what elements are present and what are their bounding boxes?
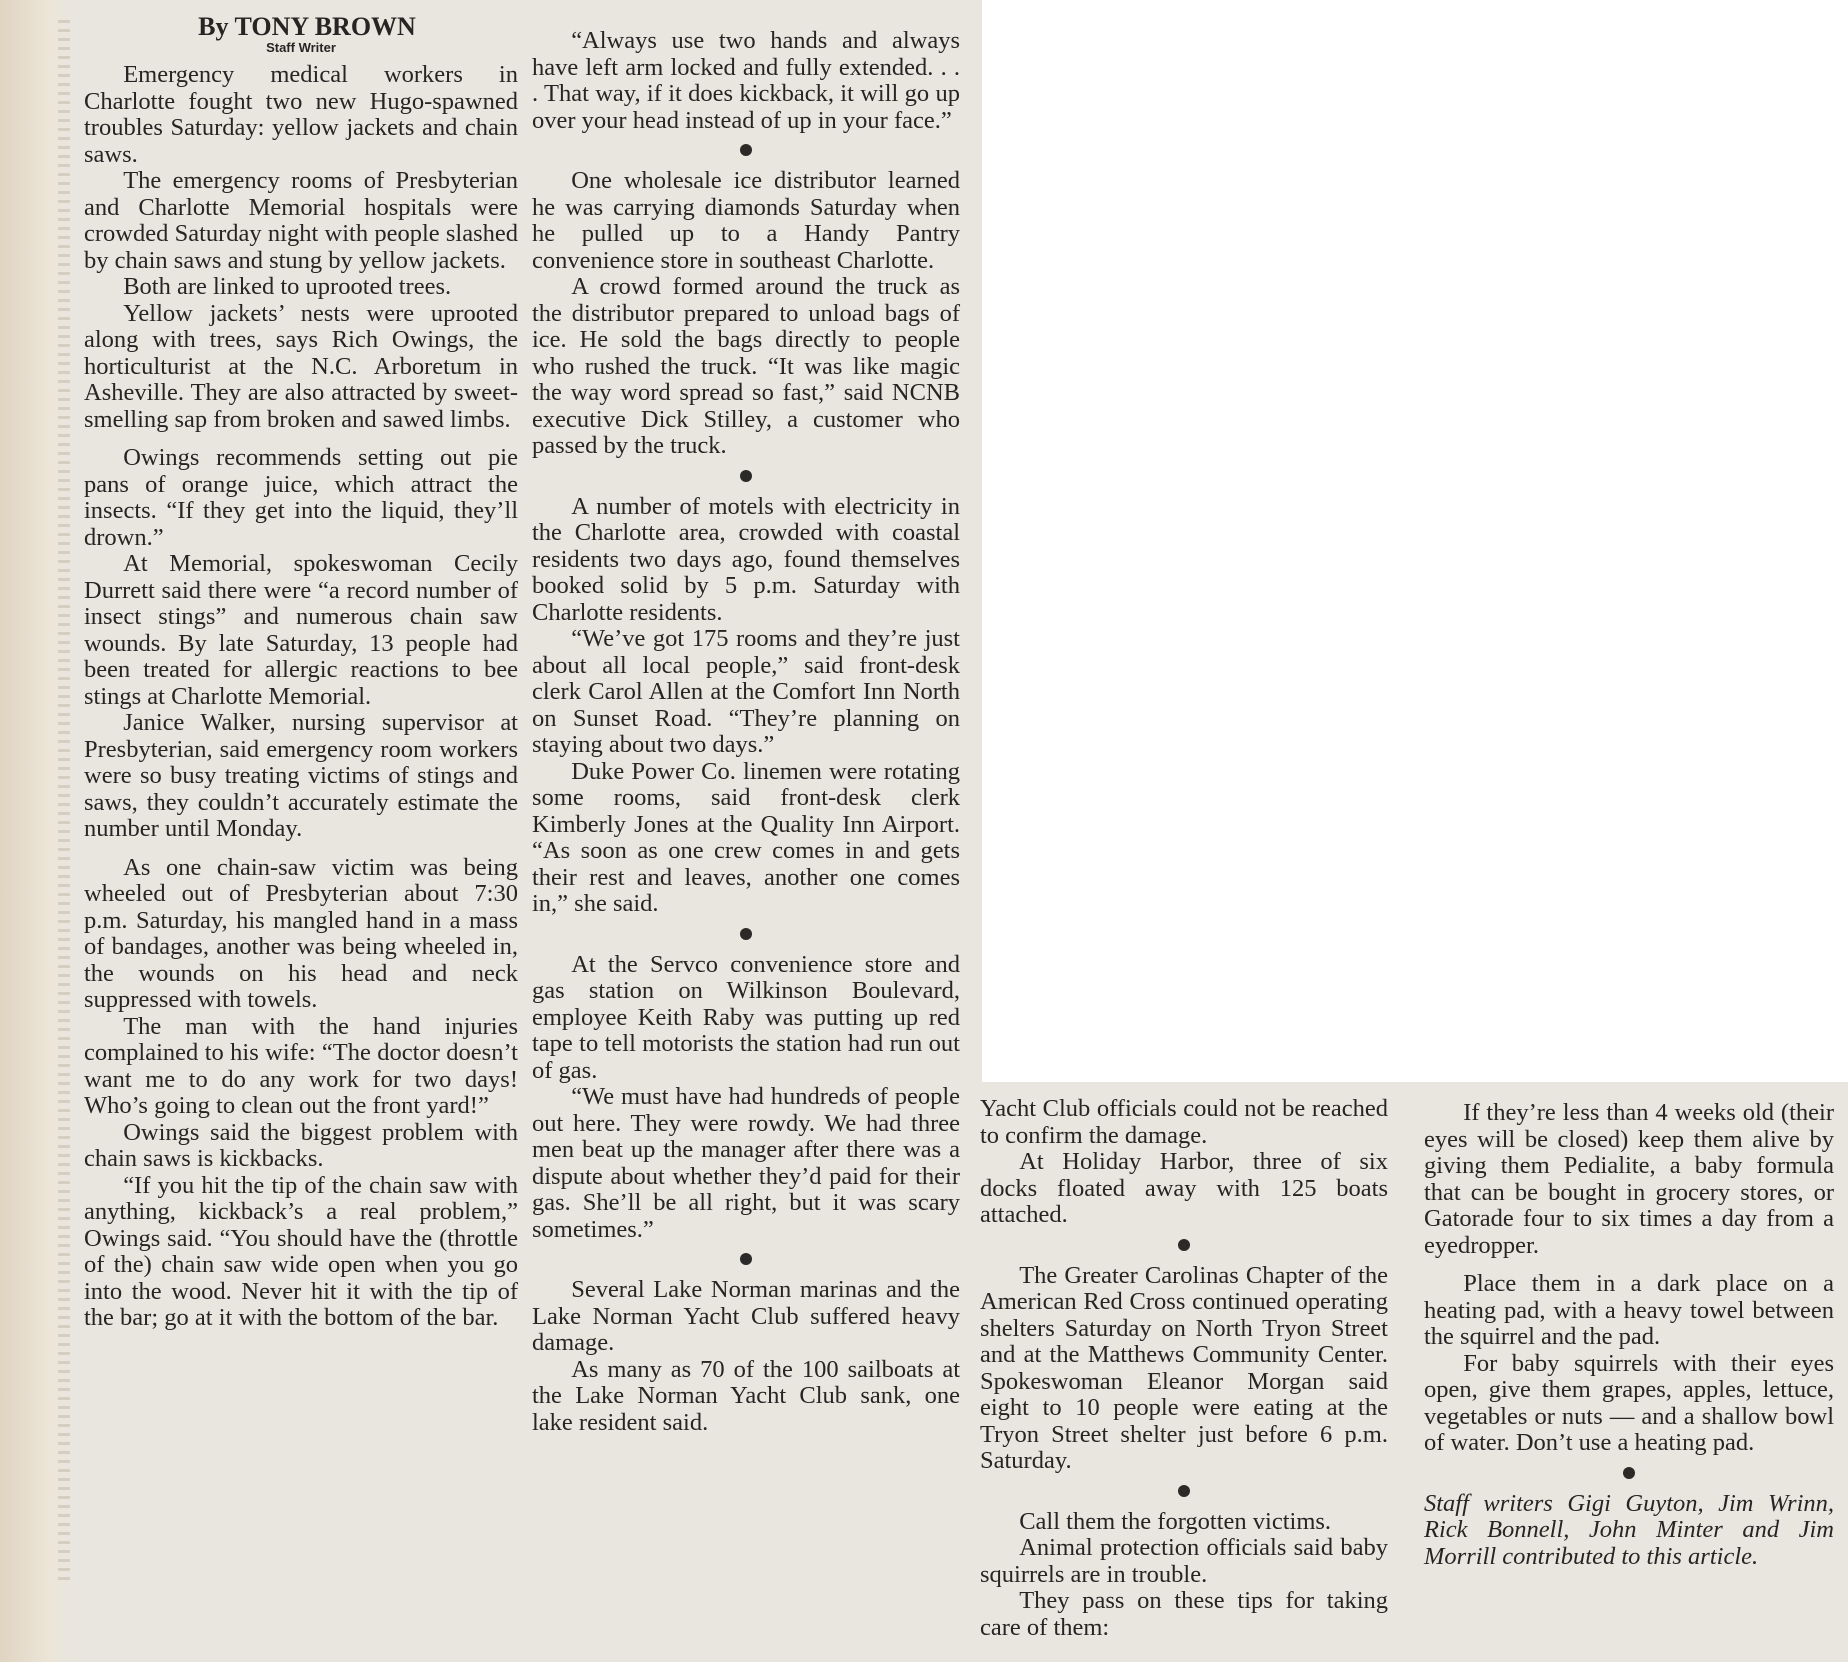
paragraph: “If you hit the tip of the chain saw with anything, kickback’s a real problem,” Owings said. “You should have the (throttle of the) chain saw wide open when you go into the wood. Never hit it with the tip of the bar; go at it with the bottom of the bar.	[84, 1171, 518, 1331]
section-bullet	[1178, 1239, 1190, 1251]
paragraph: Owings recommends setting out pie pans of orange juice, which attract the insects. “If they get into the liquid, they’ll drown.”	[84, 444, 518, 551]
byline-role: Staff Writer	[266, 40, 336, 55]
paragraph: At the Servco convenience store and gas station on Wilkinson Boulevard, employee Keith Raby was putting up red tape to tell motorists the station had run out of gas.	[532, 950, 960, 1084]
paragraph: Several Lake Norman marinas and the Lake Norman Yacht Club suffered heavy damage.	[532, 1276, 960, 1356]
paragraph: A number of motels with electricity in the Charlotte area, crowded with coastal residents two days ago, found themselves booked solid by 5 p.m. Saturday with Charlotte residents.	[532, 492, 960, 626]
article-column-1	[84, 14, 518, 1332]
section-bullet	[1178, 1485, 1190, 1497]
paragraph: Animal protection officials said baby squirrels are in trouble.	[980, 1534, 1388, 1588]
paper-perforation	[58, 20, 70, 1580]
paragraph: Call them the forgotten victims.	[1019, 1507, 1332, 1535]
blank-area	[982, 0, 1848, 1082]
paragraph: At Holiday Harbor, three of six docks floated away with 125 boats attached.	[980, 1148, 1388, 1228]
article-column-4	[1424, 1100, 1834, 1570]
paragraph: Janice Walker, nursing supervisor at Presbyterian, said emergency room workers were so busy treating victims of stings and saws, they couldn’t accurately estimate the number until Monday.	[84, 709, 518, 842]
paragraph: The man with the hand injuries complained to his wife: “The doctor doesn’t want me to do any work for two days! Who’s going to clean out the front yard!”	[84, 1012, 518, 1119]
article-column-2	[532, 28, 960, 1436]
section-bullet	[740, 144, 752, 156]
paragraph: Emergency medical workers in Charlotte fought two new Hugo-spawned troubles Saturday: yellow jackets and chain saws.	[84, 61, 518, 168]
paragraph: If they’re less than 4 weeks old (their eyes will be closed) keep them alive by giving them Pedialite, a baby formula that can be bought in grocery stores, or Gatorade four to six times a day from a eyedropper.	[1424, 1099, 1834, 1259]
paragraph: At Memorial, spokeswoman Cecily Durrett said there were “a record number of insect stings” and numerous chain saw wounds. By late Saturday, 13 people had been treated for allergic reactions to bee stings at Charlotte Memorial.	[84, 550, 518, 710]
paragraph: They pass on these tips for taking care of them:	[980, 1587, 1388, 1641]
paragraph: Yellow jackets’ nests were uprooted along with trees, says Rich Owings, the horticulturist at the N.C. Arboretum in Asheville. They are also attracted by sweet-smelling sap from broken and sawed limbs.	[84, 299, 518, 433]
paragraph: One wholesale ice distributor learned he was carrying diamonds Saturday when he pulled up to a Handy Pantry convenience store in southeast Charlotte.	[532, 167, 960, 274]
paragraph: “Always use two hands and always have left arm locked and fully extended. . . . That way, if it does kickback, it will go up over your head instead of up in your face.”	[532, 27, 960, 134]
section-bullet	[740, 1253, 752, 1265]
paragraph: Duke Power Co. linemen were rotating some rooms, said front-desk clerk Kimberly Jones at the Quality Inn Airport. “As soon as one crew comes in and gets their rest and leaves, another one comes in,” she said.	[532, 757, 960, 917]
staff-credit: Staff writers Gigi Guyton, Jim Wrinn, Rick Bonnell, John Minter and Jim Morrill contributed to this article.	[1424, 1489, 1834, 1570]
paragraph: As one chain-saw victim was being wheeled out of Presbyterian about 7:30 p.m. Saturday, his mangled hand in a mass of bandages, another was being wheeled in, the wounds on his head and neck suppressed with towels.	[84, 853, 518, 1013]
paragraph: “We’ve got 175 rooms and they’re just about all local people,” said front-desk clerk Carol Allen at the Comfort Inn North on Sunset Road. “They’re planning on staying about two days.”	[532, 625, 960, 758]
paragraph: “We must have had hundreds of people out here. They were rowdy. We had three men beat up the manager after there was a dispute about whether they’d paid for their gas. She’ll be all right, but it was scary sometimes.”	[532, 1083, 960, 1243]
paragraph: The Greater Carolinas Chapter of the American Red Cross continued operating shelters Saturday on North Tryon Street and at the Matthews Community Center. Spokeswoman Eleanor Morgan said eight to 10 people were eating at the Tryon Street shelter just before 6 p.m. Saturday.	[980, 1261, 1388, 1474]
paragraph: A crowd formed around the truck as the distributor prepared to unload bags of ice. He sold the bags directly to people who rushed the truck. “It was like magic the way word spread so fast,” said NCNB executive Dick Stilley, a customer who passed by the truck.	[532, 273, 960, 459]
paragraph: Place them in a dark place on a heating pad, with a heavy towel between the squirrel and the pad.	[1424, 1270, 1834, 1350]
paragraph: For baby squirrels with their eyes open, give them grapes, apples, lettuce, vegetables or nuts — and a shallow bowl of water. Don’t use a heating pad.	[1424, 1349, 1834, 1456]
section-bullet	[740, 928, 752, 940]
paragraph: Both are linked to uprooted trees.	[123, 273, 452, 300]
paragraph: Owings said the biggest problem with chain saws is kickbacks.	[84, 1118, 518, 1172]
section-bullet	[740, 470, 752, 482]
paragraph: Yacht Club officials could not be reached to confirm the damage.	[980, 1095, 1388, 1149]
article-column-3	[980, 1096, 1388, 1641]
section-bullet	[1623, 1467, 1635, 1479]
byline-author: By TONY BROWN	[198, 12, 416, 41]
paragraph: The emergency rooms of Presbyterian and Charlotte Memorial hospitals were crowded Saturday night with people slashed by chain saws and stung by yellow jackets.	[84, 167, 518, 274]
paragraph: As many as 70 of the 100 sailboats at the Lake Norman Yacht Club sank, one lake resident said.	[532, 1355, 960, 1436]
